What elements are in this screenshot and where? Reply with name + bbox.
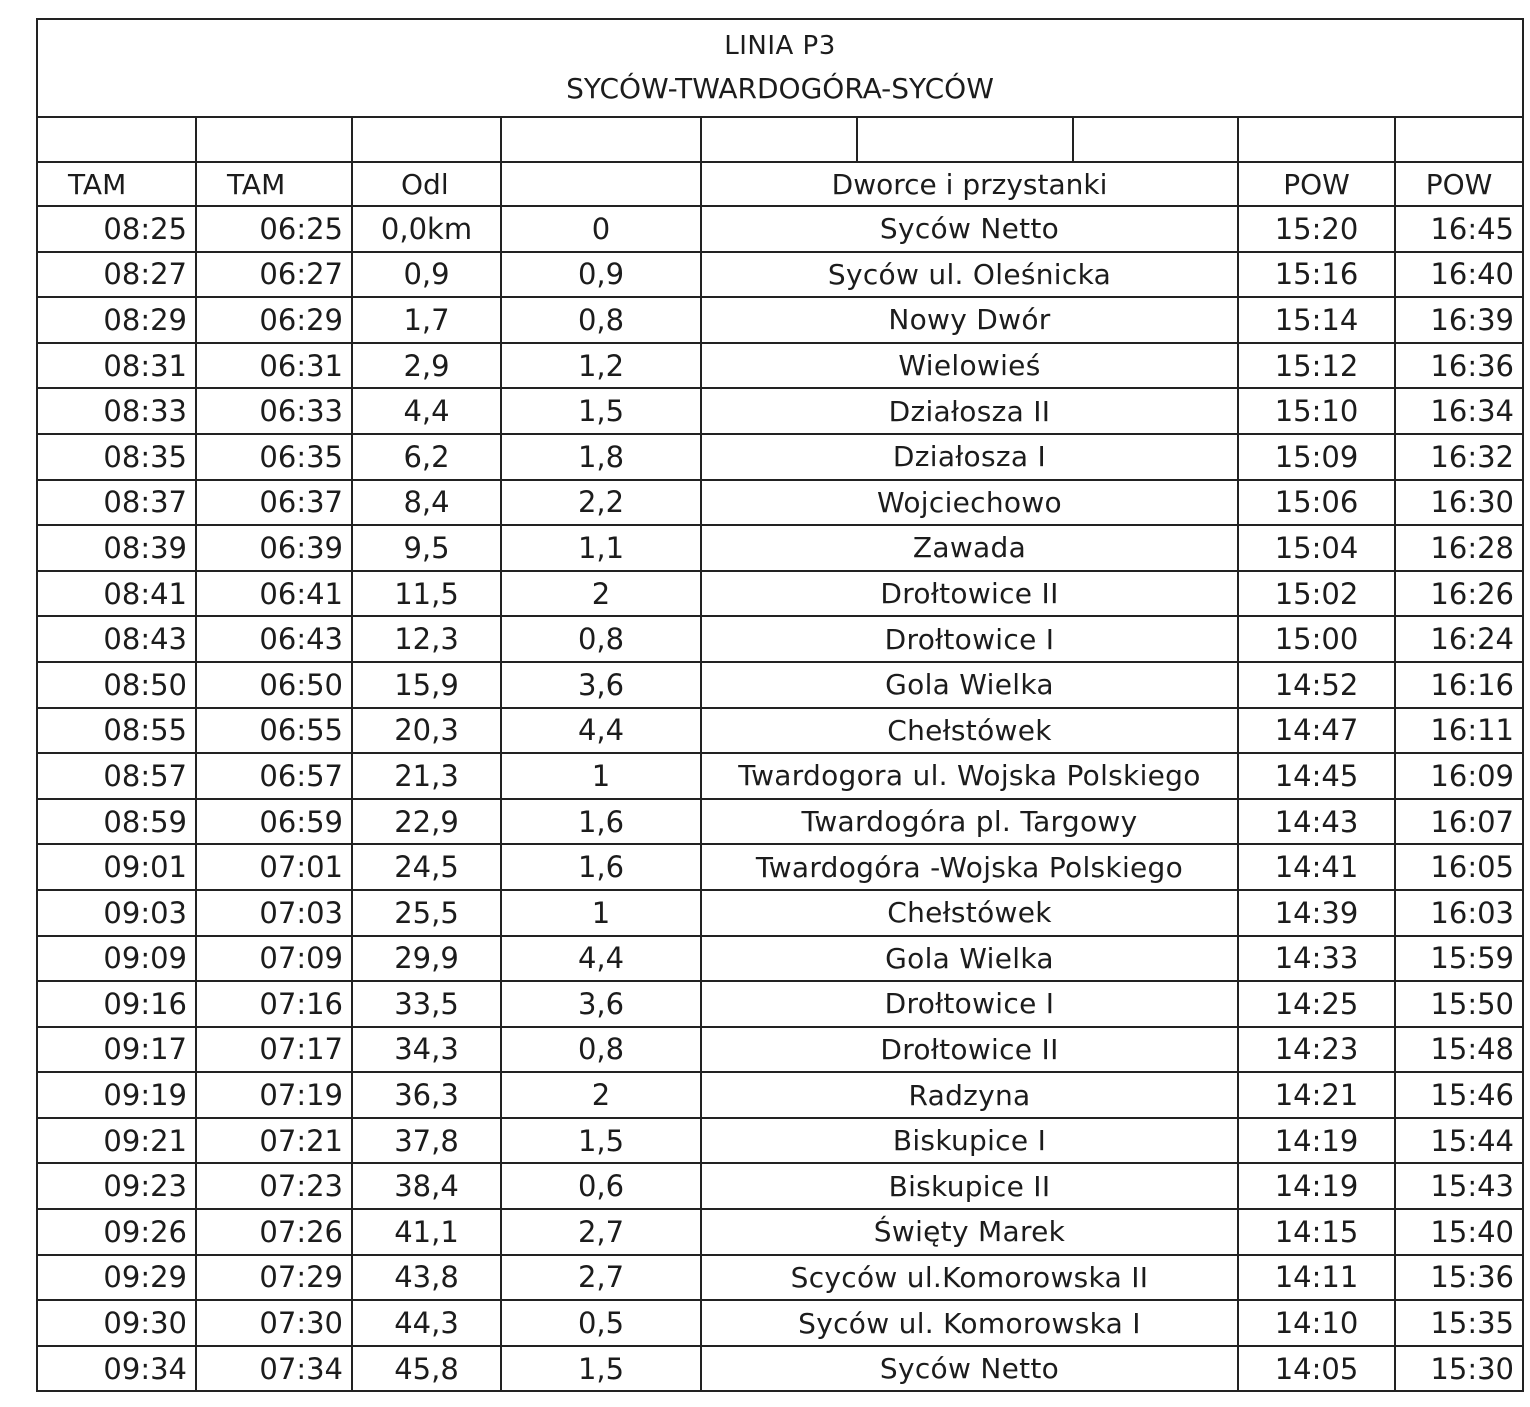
departure-time-2: 06:55 bbox=[196, 708, 352, 754]
segment-distance: 0,9 bbox=[501, 252, 701, 298]
segment-distance: 1,6 bbox=[501, 799, 701, 845]
cumulative-distance: 11,5 bbox=[352, 571, 501, 617]
header-tam-2: TAM bbox=[196, 162, 352, 206]
stop-name: Działosza II bbox=[701, 388, 1238, 434]
return-time-1: 14:05 bbox=[1238, 1346, 1395, 1392]
departure-time-1: 08:37 bbox=[38, 480, 196, 526]
return-time-2: 16:34 bbox=[1395, 388, 1522, 434]
departure-time-2: 06:43 bbox=[196, 616, 352, 662]
stop-name: Syców ul. Oleśnicka bbox=[701, 252, 1238, 298]
departure-time-1: 08:57 bbox=[38, 753, 196, 799]
return-time-1: 14:47 bbox=[1238, 708, 1395, 754]
header-stops: Dworce i przystanki bbox=[701, 162, 1238, 206]
departure-time-2: 07:16 bbox=[196, 981, 352, 1027]
departure-time-2: 06:27 bbox=[196, 252, 352, 298]
timetable-sheet bbox=[36, 18, 1524, 1392]
departure-time-2: 06:31 bbox=[196, 343, 352, 389]
stop-name: Nowy Dwór bbox=[701, 297, 1238, 343]
departure-time-2: 06:29 bbox=[196, 297, 352, 343]
return-time-1: 14:45 bbox=[1238, 753, 1395, 799]
departure-time-1: 09:29 bbox=[38, 1255, 196, 1301]
return-time-2: 15:30 bbox=[1395, 1346, 1522, 1392]
departure-time-2: 07:17 bbox=[196, 1027, 352, 1073]
segment-distance: 1,6 bbox=[501, 844, 701, 890]
cumulative-distance: 29,9 bbox=[352, 936, 501, 982]
departure-time-1: 08:27 bbox=[38, 252, 196, 298]
return-time-1: 14:15 bbox=[1238, 1209, 1395, 1255]
cumulative-distance: 2,9 bbox=[352, 343, 501, 389]
segment-distance: 3,6 bbox=[501, 981, 701, 1027]
cumulative-distance: 37,8 bbox=[352, 1118, 501, 1164]
stop-name: Wojciechowo bbox=[701, 480, 1238, 526]
stop-name: Chełstówek bbox=[701, 708, 1238, 754]
return-time-2: 16:28 bbox=[1395, 525, 1522, 571]
blank-cell bbox=[701, 118, 1238, 162]
return-time-1: 14:19 bbox=[1238, 1163, 1395, 1209]
header-pow-1: POW bbox=[1238, 162, 1395, 206]
segment-distance: 1,5 bbox=[501, 1118, 701, 1164]
departure-time-1: 08:59 bbox=[38, 799, 196, 845]
departure-time-1: 09:23 bbox=[38, 1163, 196, 1209]
header-row bbox=[38, 162, 1522, 206]
blank-cell bbox=[1238, 118, 1395, 162]
departure-time-1: 09:03 bbox=[38, 890, 196, 936]
cumulative-distance: 45,8 bbox=[352, 1346, 501, 1392]
table-row bbox=[38, 981, 1522, 1027]
cumulative-distance: 44,3 bbox=[352, 1300, 501, 1346]
stop-name: Drołtowice I bbox=[701, 981, 1238, 1027]
departure-time-1: 08:35 bbox=[38, 434, 196, 480]
return-time-2: 15:35 bbox=[1395, 1300, 1522, 1346]
segment-distance: 2,2 bbox=[501, 480, 701, 526]
header-distance bbox=[501, 162, 701, 206]
return-time-1: 14:41 bbox=[1238, 844, 1395, 890]
blank-cell bbox=[352, 118, 501, 162]
return-time-2: 15:46 bbox=[1395, 1072, 1522, 1118]
return-time-2: 15:48 bbox=[1395, 1027, 1522, 1073]
segment-distance: 0,6 bbox=[501, 1163, 701, 1209]
header-odl: Odl bbox=[352, 162, 501, 206]
segment-distance: 1,2 bbox=[501, 343, 701, 389]
return-time-2: 16:05 bbox=[1395, 844, 1522, 890]
stop-name: Gola Wielka bbox=[701, 936, 1238, 982]
cumulative-distance: 24,5 bbox=[352, 844, 501, 890]
stop-name: Wielowieś bbox=[701, 343, 1238, 389]
stop-name: Święty Marek bbox=[701, 1209, 1238, 1255]
departure-time-1: 08:41 bbox=[38, 571, 196, 617]
departure-time-2: 07:21 bbox=[196, 1118, 352, 1164]
departure-time-2: 07:34 bbox=[196, 1346, 352, 1392]
segment-distance: 1 bbox=[501, 890, 701, 936]
return-time-1: 14:11 bbox=[1238, 1255, 1395, 1301]
route-title: SYCÓW-TWARDOGÓRA-SYCÓW bbox=[566, 72, 994, 105]
header-pow-2: POW bbox=[1395, 162, 1522, 206]
table-row bbox=[38, 434, 1522, 480]
segment-distance: 2,7 bbox=[501, 1209, 701, 1255]
blank-cell bbox=[1395, 118, 1522, 162]
segment-distance: 0,5 bbox=[501, 1300, 701, 1346]
stop-name: Syców Netto bbox=[701, 1346, 1238, 1392]
return-time-1: 15:02 bbox=[1238, 571, 1395, 617]
departure-time-2: 07:09 bbox=[196, 936, 352, 982]
departure-time-1: 09:09 bbox=[38, 936, 196, 982]
return-time-2: 16:36 bbox=[1395, 343, 1522, 389]
departure-time-1: 08:39 bbox=[38, 525, 196, 571]
stop-name: Chełstówek bbox=[701, 890, 1238, 936]
cropped-page-mark bbox=[632, 1402, 692, 1407]
departure-time-1: 08:55 bbox=[38, 708, 196, 754]
table-row bbox=[38, 480, 1522, 526]
stop-name: Radzyna bbox=[701, 1072, 1238, 1118]
departure-time-1: 09:30 bbox=[38, 1300, 196, 1346]
departure-time-1: 09:21 bbox=[38, 1118, 196, 1164]
segment-distance: 1,8 bbox=[501, 434, 701, 480]
table-row bbox=[38, 1209, 1522, 1255]
departure-time-1: 08:33 bbox=[38, 388, 196, 434]
table-row bbox=[38, 388, 1522, 434]
cumulative-distance: 1,7 bbox=[352, 297, 501, 343]
return-time-2: 15:44 bbox=[1395, 1118, 1522, 1164]
return-time-2: 16:45 bbox=[1395, 206, 1522, 252]
return-time-1: 14:25 bbox=[1238, 981, 1395, 1027]
departure-time-2: 07:19 bbox=[196, 1072, 352, 1118]
segment-distance: 4,4 bbox=[501, 708, 701, 754]
return-time-1: 15:00 bbox=[1238, 616, 1395, 662]
segment-distance: 4,4 bbox=[501, 936, 701, 982]
return-time-2: 16:39 bbox=[1395, 297, 1522, 343]
return-time-1: 14:52 bbox=[1238, 662, 1395, 708]
timetable bbox=[38, 118, 1522, 1392]
stop-name: Twardogóra pl. Targowy bbox=[701, 799, 1238, 845]
return-time-2: 16:07 bbox=[1395, 799, 1522, 845]
blank-subcell bbox=[858, 118, 1074, 161]
departure-time-2: 07:30 bbox=[196, 1300, 352, 1346]
cumulative-distance: 21,3 bbox=[352, 753, 501, 799]
table-row bbox=[38, 890, 1522, 936]
departure-time-2: 06:25 bbox=[196, 206, 352, 252]
cumulative-distance: 8,4 bbox=[352, 480, 501, 526]
departure-time-1: 08:43 bbox=[38, 616, 196, 662]
table-row bbox=[38, 844, 1522, 890]
blank-cell bbox=[501, 118, 701, 162]
blank-subcells bbox=[702, 118, 1237, 161]
table-row bbox=[38, 297, 1522, 343]
return-time-2: 15:40 bbox=[1395, 1209, 1522, 1255]
segment-distance: 0 bbox=[501, 206, 701, 252]
departure-time-2: 07:23 bbox=[196, 1163, 352, 1209]
stop-name: Twardogóra -Wojska Polskiego bbox=[701, 844, 1238, 890]
stop-name: Biskupice I bbox=[701, 1118, 1238, 1164]
stop-name: Drołtowice II bbox=[701, 571, 1238, 617]
table-row bbox=[38, 753, 1522, 799]
cumulative-distance: 0,9 bbox=[352, 252, 501, 298]
segment-distance: 0,8 bbox=[501, 297, 701, 343]
return-time-2: 16:30 bbox=[1395, 480, 1522, 526]
cumulative-distance: 9,5 bbox=[352, 525, 501, 571]
table-row bbox=[38, 206, 1522, 252]
return-time-1: 15:12 bbox=[1238, 343, 1395, 389]
stop-name: Syców ul. Komorowska I bbox=[701, 1300, 1238, 1346]
departure-time-2: 06:33 bbox=[196, 388, 352, 434]
cumulative-distance: 36,3 bbox=[352, 1072, 501, 1118]
cumulative-distance: 0,0km bbox=[352, 206, 501, 252]
return-time-1: 14:19 bbox=[1238, 1118, 1395, 1164]
departure-time-2: 07:01 bbox=[196, 844, 352, 890]
stop-name: Zawada bbox=[701, 525, 1238, 571]
departure-time-2: 06:59 bbox=[196, 799, 352, 845]
departure-time-2: 06:50 bbox=[196, 662, 352, 708]
cumulative-distance: 41,1 bbox=[352, 1209, 501, 1255]
segment-distance: 1,5 bbox=[501, 388, 701, 434]
stop-name: Drołtowice II bbox=[701, 1027, 1238, 1073]
return-time-1: 14:39 bbox=[1238, 890, 1395, 936]
return-time-1: 15:10 bbox=[1238, 388, 1395, 434]
return-time-2: 16:09 bbox=[1395, 753, 1522, 799]
table-row bbox=[38, 662, 1522, 708]
return-time-1: 14:21 bbox=[1238, 1072, 1395, 1118]
return-time-2: 16:26 bbox=[1395, 571, 1522, 617]
return-time-2: 15:50 bbox=[1395, 981, 1522, 1027]
blank-cell bbox=[38, 118, 196, 162]
return-time-1: 15:20 bbox=[1238, 206, 1395, 252]
cumulative-distance: 33,5 bbox=[352, 981, 501, 1027]
table-row bbox=[38, 1072, 1522, 1118]
departure-time-1: 09:01 bbox=[38, 844, 196, 890]
segment-distance: 0,8 bbox=[501, 616, 701, 662]
table-row bbox=[38, 936, 1522, 982]
departure-time-1: 09:17 bbox=[38, 1027, 196, 1073]
departure-time-1: 08:25 bbox=[38, 206, 196, 252]
table-row bbox=[38, 616, 1522, 662]
return-time-2: 15:36 bbox=[1395, 1255, 1522, 1301]
return-time-2: 16:16 bbox=[1395, 662, 1522, 708]
stop-name: Gola Wielka bbox=[701, 662, 1238, 708]
departure-time-1: 08:31 bbox=[38, 343, 196, 389]
departure-time-1: 09:26 bbox=[38, 1209, 196, 1255]
departure-time-2: 06:39 bbox=[196, 525, 352, 571]
departure-time-1: 09:34 bbox=[38, 1346, 196, 1392]
cumulative-distance: 4,4 bbox=[352, 388, 501, 434]
table-row bbox=[38, 1163, 1522, 1209]
cumulative-distance: 20,3 bbox=[352, 708, 501, 754]
table-row bbox=[38, 571, 1522, 617]
departure-time-2: 07:29 bbox=[196, 1255, 352, 1301]
segment-distance: 1,5 bbox=[501, 1346, 701, 1392]
cumulative-distance: 12,3 bbox=[352, 616, 501, 662]
return-time-2: 15:43 bbox=[1395, 1163, 1522, 1209]
blank-cell bbox=[196, 118, 352, 162]
return-time-1: 15:16 bbox=[1238, 252, 1395, 298]
segment-distance: 1,1 bbox=[501, 525, 701, 571]
blank-subcell bbox=[702, 118, 858, 161]
title-block bbox=[38, 20, 1522, 118]
return-time-2: 16:40 bbox=[1395, 252, 1522, 298]
table-row bbox=[38, 799, 1522, 845]
return-time-1: 14:33 bbox=[1238, 936, 1395, 982]
stop-name: Działosza I bbox=[701, 434, 1238, 480]
cumulative-distance: 6,2 bbox=[352, 434, 501, 480]
return-time-2: 16:24 bbox=[1395, 616, 1522, 662]
table-row bbox=[38, 343, 1522, 389]
table-row bbox=[38, 1118, 1522, 1164]
table-row bbox=[38, 1300, 1522, 1346]
return-time-1: 14:10 bbox=[1238, 1300, 1395, 1346]
cumulative-distance: 22,9 bbox=[352, 799, 501, 845]
departure-time-1: 08:29 bbox=[38, 297, 196, 343]
return-time-1: 15:14 bbox=[1238, 297, 1395, 343]
segment-distance: 2 bbox=[501, 571, 701, 617]
cumulative-distance: 43,8 bbox=[352, 1255, 501, 1301]
departure-time-2: 06:35 bbox=[196, 434, 352, 480]
table-row bbox=[38, 1255, 1522, 1301]
cumulative-distance: 38,4 bbox=[352, 1163, 501, 1209]
blank-row bbox=[38, 118, 1522, 162]
stop-name: Biskupice II bbox=[701, 1163, 1238, 1209]
segment-distance: 0,8 bbox=[501, 1027, 701, 1073]
line-title: LINIA P3 bbox=[724, 31, 836, 61]
table-row bbox=[38, 1027, 1522, 1073]
cumulative-distance: 34,3 bbox=[352, 1027, 501, 1073]
table-row bbox=[38, 708, 1522, 754]
table-row bbox=[38, 525, 1522, 571]
departure-time-2: 07:26 bbox=[196, 1209, 352, 1255]
return-time-2: 15:59 bbox=[1395, 936, 1522, 982]
departure-time-2: 06:37 bbox=[196, 480, 352, 526]
departure-time-1: 09:19 bbox=[38, 1072, 196, 1118]
segment-distance: 2,7 bbox=[501, 1255, 701, 1301]
return-time-2: 16:11 bbox=[1395, 708, 1522, 754]
segment-distance: 2 bbox=[501, 1072, 701, 1118]
return-time-1: 14:23 bbox=[1238, 1027, 1395, 1073]
departure-time-2: 07:03 bbox=[196, 890, 352, 936]
stop-name: Twardogora ul. Wojska Polskiego bbox=[701, 753, 1238, 799]
departure-time-1: 09:16 bbox=[38, 981, 196, 1027]
return-time-1: 14:43 bbox=[1238, 799, 1395, 845]
header-tam-1: TAM bbox=[38, 162, 196, 206]
table-row bbox=[38, 252, 1522, 298]
departure-time-2: 06:41 bbox=[196, 571, 352, 617]
cumulative-distance: 25,5 bbox=[352, 890, 501, 936]
return-time-1: 15:06 bbox=[1238, 480, 1395, 526]
departure-time-1: 08:50 bbox=[38, 662, 196, 708]
segment-distance: 3,6 bbox=[501, 662, 701, 708]
return-time-2: 16:03 bbox=[1395, 890, 1522, 936]
segment-distance: 1 bbox=[501, 753, 701, 799]
return-time-1: 15:09 bbox=[1238, 434, 1395, 480]
stop-name: Scyców ul.Komorowska II bbox=[701, 1255, 1238, 1301]
stop-name: Drołtowice I bbox=[701, 616, 1238, 662]
table-row bbox=[38, 1346, 1522, 1392]
return-time-2: 16:32 bbox=[1395, 434, 1522, 480]
return-time-1: 15:04 bbox=[1238, 525, 1395, 571]
departure-time-2: 06:57 bbox=[196, 753, 352, 799]
cumulative-distance: 15,9 bbox=[352, 662, 501, 708]
stop-name: Syców Netto bbox=[701, 206, 1238, 252]
